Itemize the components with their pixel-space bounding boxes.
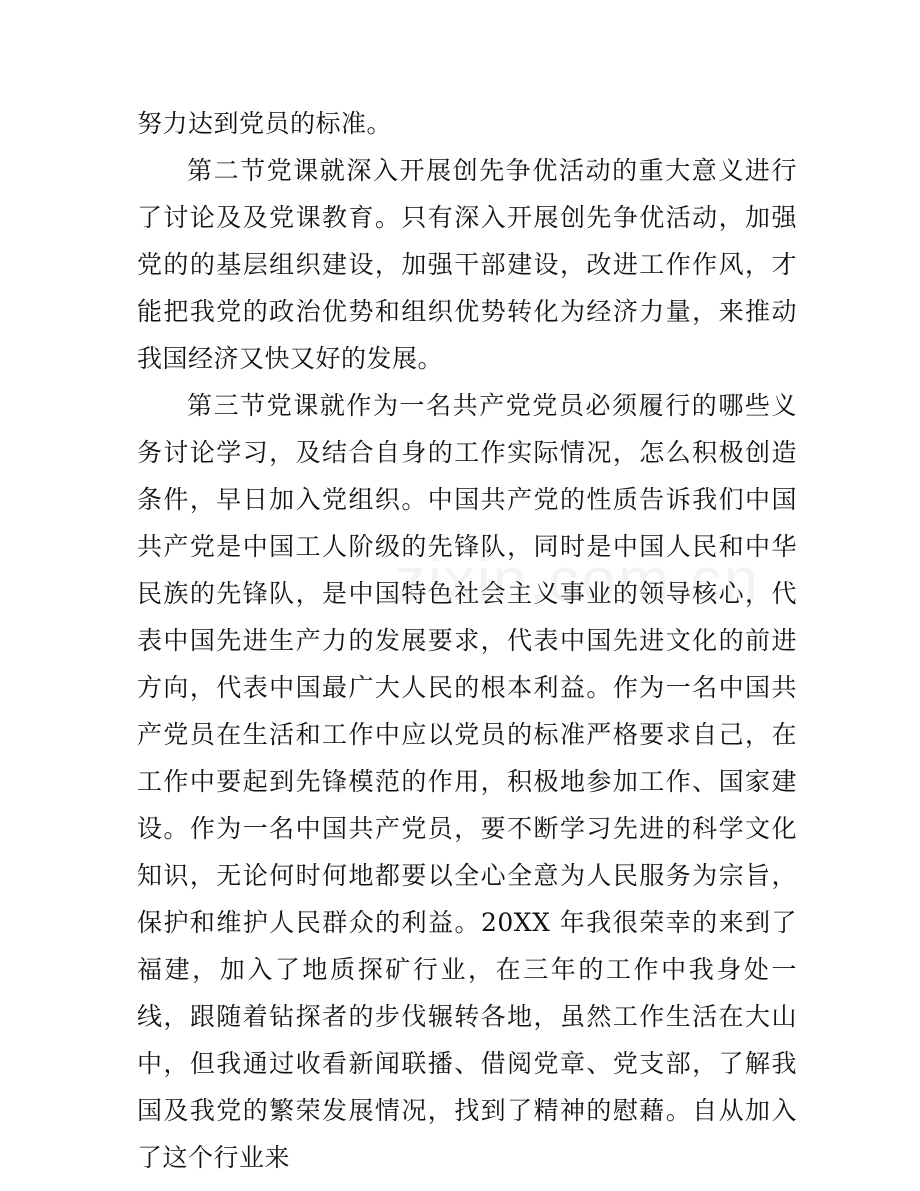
paragraph-1: 努力达到党员的标准。	[137, 109, 393, 138]
document-body	[137, 100, 797, 1181]
paragraph-3: 第三节党课就作为一名共产党党员必须履行的哪些义务讨论学习，及结合自身的工作实际情况，怎么积极创造条件，早日加入党组织。中国共产党的性质告诉我们中国共产党是中国工人阶级的先锋队，同时是中国人民和中华民族的先锋队，是中国特色社会主义事业的领导核心，代表中国先进生产力的发展要求，代表中国先进文化的前进方向，代表中国最广大人民的根本利益。作为一名中国共产党员在生活和工作中应以党员的标准严格要求自己，在工作中要起到先锋模范的作用，积极地参加工作、国家建设。作为一名中国共产党员，要不断学习先进的科学文化知识，无论何时何地都要以全心全意为人民服务为宗旨，保护和维护人民群众的利益。20XX 年我很荣幸的来到了福建，加入了地质探矿行业，在三年的工作中我身处一线，跟随着钻探者的步伐辗转各地，虽然工作生活在大山中，但我通过收看新闻联播、借阅党章、党支部，了解我国及我党的繁荣发展情况，找到了精神的慰藉。自从加入了这个行业来	[137, 391, 797, 1172]
paragraph-2: 第二节党课就深入开展创先争优活动的重大意义进行了讨论及及党课教育。只有深入开展创先争优活动，加强党的的基层组织建设，加强干部建设，改进工作作风，才能把我党的政治优势和组织优势转化为经济力量，来推动我国经济又快又好的发展。	[137, 156, 797, 373]
